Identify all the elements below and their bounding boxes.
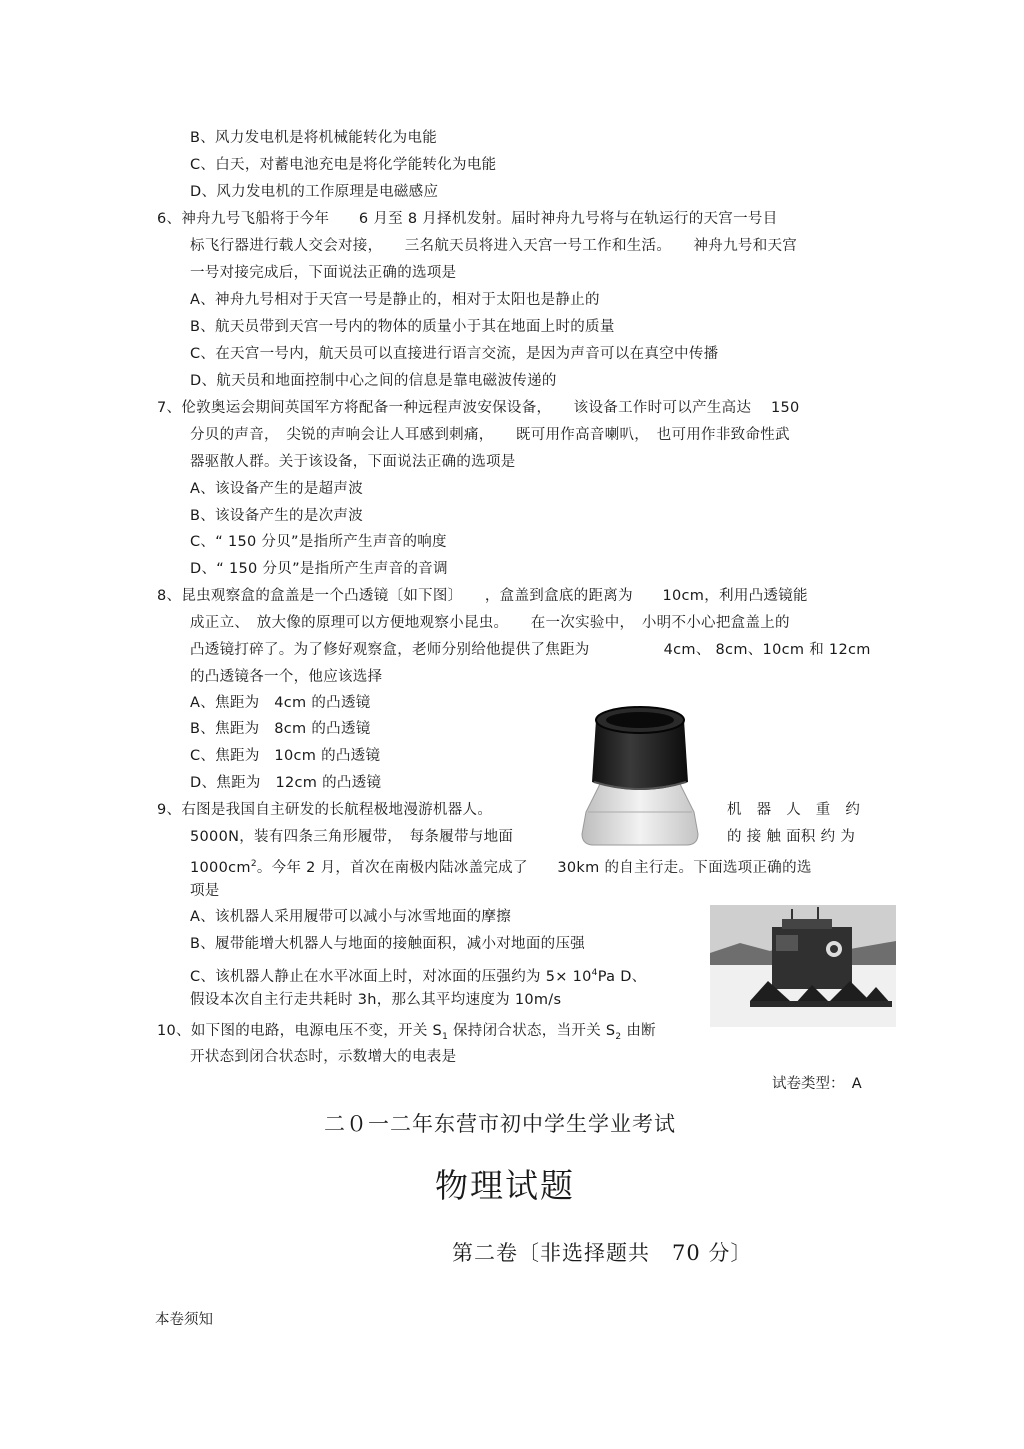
q8-stem-line1: 8、昆虫观察盒的盒盖是一个凸透镜〔如下图〕 ，盒盖到盒底的距离为 10cm，利用凸透镜能 (157, 588, 808, 604)
q9-option-d: 假设本次自主行走共耗时 3h，那么其平均速度为 10m/s (190, 992, 562, 1008)
q9-option-a: A、该机器人采用履带可以减小与冰雪地面的摩擦 (190, 909, 512, 925)
q9-option-c: C、该机器人静止在水平冰面上时，对冰面的压强约为 $5\times 10^4Pa$ D、 (190, 968, 647, 985)
q6-option-d: D、航天员和地面控制中心之间的信息是靠电磁波传递的 (190, 373, 557, 389)
q8-option-b: B、焦距为 8cm 的凸透镜 (190, 721, 371, 737)
q6-stem-line2: 标飞行器进行载人交会对接， 三名航天员将进入天宫一号工作和生活。 神舟九号和天宫 (190, 238, 798, 254)
q6-option-a: A、神舟九号相对于天宫一号是静止的，相对于太阳也是静止的 (190, 292, 600, 308)
subject-title: 物理试题 (435, 1166, 575, 1205)
q9-option-b: B、履带能增大机器人与地面的接触面积，减小对地面的压强 (190, 936, 586, 952)
q9-stem-line1-right: 机 器 人 重 约 (727, 802, 861, 818)
notice-heading: 本卷须知 (155, 1312, 213, 1328)
exam-title: 二０一二年东营市初中学生学业考试 (324, 1112, 676, 1136)
q9-stem-line1-left: 9、右图是我国自主研发的长航程极地漫游机器人。 (157, 802, 493, 818)
q6-stem-line3: 一号对接完成后，下面说法正确的选项是 (190, 265, 457, 281)
q8-option-a: A、焦距为 4cm 的凸透镜 (190, 695, 371, 711)
q8-stem-line4: 的凸透镜各一个，他应该选择 (190, 669, 383, 685)
q7-option-d: D、“ 150 分贝”是指所产生声音的音调 (190, 561, 448, 577)
q6-option-b: B、航天员带到天宫一号内的物体的质量小于其在地面上时的质量 (190, 319, 615, 335)
q7-option-c: C、“ 150 分贝”是指所产生声音的响度 (190, 534, 447, 550)
q6-stem-line1: 6、神舟九号飞船将于今年 6 月至 8 月择机发射。届时神舟九号将与在轨运行的天宫一号目 (157, 211, 778, 227)
q9-stem-line3: $1000cm^2$。今年 2 月，首次在南极内陆冰盖完成了 30km 的自主行走。下面选项正确的选 (190, 859, 812, 876)
q9-stem-line4: 项是 (190, 883, 220, 899)
q10-stem-line2: 开状态到闭合状态时，示数增大的电表是 (190, 1049, 457, 1065)
insect-box-figure (578, 700, 702, 848)
q7-stem-line2: 分贝的声音， 尖锐的声响会让人耳感到刺痛， 既可用作高音喇叭， 也可用作非致命性武 (190, 427, 790, 443)
q6-option-c: C、在天宫一号内，航天员可以直接进行语言交流，是因为声音可以在真空中传播 (190, 346, 719, 362)
q8-stem-line3: 凸透镜打碎了。为了修好观察盒，老师分别给他提供了焦距为 4cm、 8cm、10cm 和 12cm (190, 642, 871, 658)
q9-stem-line2-left: 5000N，装有四条三角形履带， 每条履带与地面 (190, 829, 514, 845)
part-title: 第二卷〔非选择题共 70 分〕 (452, 1241, 753, 1265)
q5-option-c: C、白天，对蓄电池充电是将化学能转化为电能 (190, 157, 497, 173)
q5-option-d: D、风力发电机的工作原理是电磁感应 (190, 184, 439, 200)
q7-stem-line3: 器驱散人群。关于该设备，下面说法正确的选项是 (190, 454, 516, 470)
q8-option-c: C、焦距为 10cm 的凸透镜 (190, 748, 381, 764)
q8-stem-line2: 成正立、 放大像的原理可以方便地观察小昆虫。 在一次实验中， 小明不小心把盒盖上的 (190, 615, 790, 631)
q7-option-b: B、该设备产生的是次声波 (190, 508, 364, 524)
q10-stem-line1: 10、如下图的电路，电源电压不变，开关 $S_1$ 保持闭合状态，当开关 $S_2$ 由断 (157, 1023, 656, 1042)
q7-stem-line1: 7、伦敦奥运会期间英国军方将配备一种远程声波安保设备， 该设备工作时可以产生高达 150 (157, 400, 800, 416)
q9-stem-line2-right: 的 接 触 面积 约 为 (727, 829, 856, 845)
q7-option-a: A、该设备产生的是超声波 (190, 481, 364, 497)
exam-type-label: 试卷类型： A (772, 1076, 862, 1092)
q8-option-d: D、焦距为 12cm 的凸透镜 (190, 775, 382, 791)
polar-robot-figure (710, 905, 896, 1027)
q5-option-b: B、风力发电机是将机械能转化为电能 (190, 130, 438, 146)
